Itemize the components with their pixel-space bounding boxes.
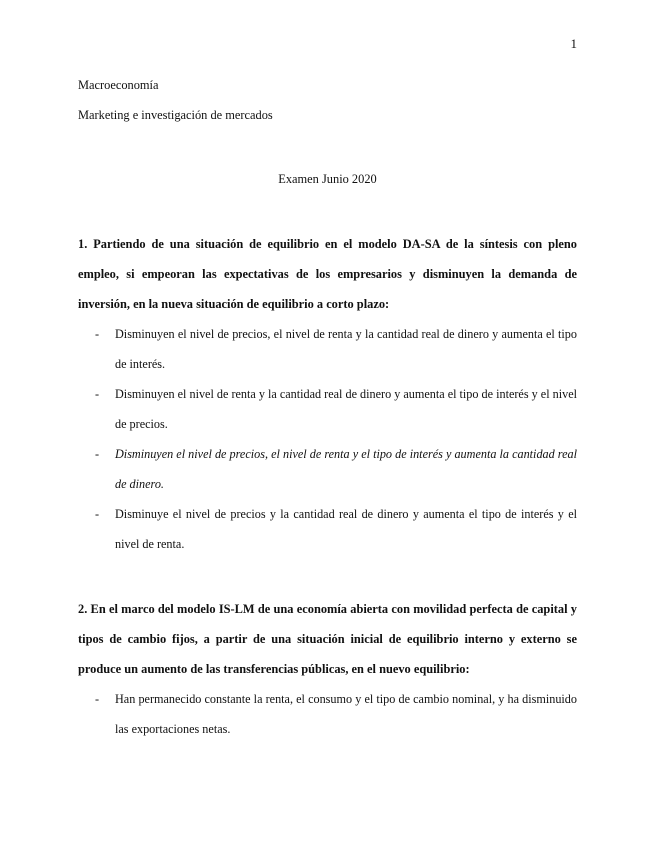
option-text: Han permanecido constante la renta, el consumo y el tipo de cambio nominal, y ha disminuido las exportaciones netas.: [115, 692, 577, 736]
option-text: Disminuyen el nivel de precios, el nivel de renta y el tipo de interés y aumenta la cantidad real de dinero.: [115, 447, 577, 491]
question-1: [78, 229, 577, 559]
question-1-option-c: [78, 439, 577, 499]
subject-name: Macroeconomía: [78, 78, 159, 92]
option-dash: -: [95, 692, 100, 706]
question-2: [78, 594, 577, 744]
exam-title: Examen Junio 2020: [278, 172, 377, 186]
option-dash: -: [95, 507, 100, 521]
option-text: Disminuyen el nivel de precios, el nivel de renta y la cantidad real de dinero y aumenta el tipo de interés.: [115, 327, 577, 371]
option-dash: -: [95, 327, 100, 341]
question-2-text: 2. En el marco del modelo IS-LM de una economía abierta con movilidad perfecta de capital y tipos de cambio fijos, a partir de una situación inicial de equilibrio interno y externo se produce un aumento de las transferencias públicas, en el nuevo equilibrio:: [78, 602, 577, 676]
option-dash: -: [95, 387, 100, 401]
question-1-text: 1. Partiendo de una situación de equilibrio en el modelo DA-SA de la síntesis con pleno empleo, si empeoran las expectativas de los empresarios y disminuyen la demanda de inversión, en la nueva situación de equilibrio a corto plazo:: [78, 237, 577, 311]
question-2-option-a: [78, 684, 577, 744]
question-1-option-a: [78, 319, 577, 379]
question-2-options: [78, 684, 577, 744]
option-text: Disminuye el nivel de precios y la cantidad real de dinero y aumenta el tipo de interés y el nivel de renta.: [115, 507, 577, 551]
question-1-option-d: [78, 499, 577, 559]
degree-name: Marketing e investigación de mercados: [78, 108, 273, 122]
page-number: 1: [570, 36, 577, 51]
question-1-options: [78, 319, 577, 559]
option-dash: -: [95, 447, 100, 461]
option-text: Disminuyen el nivel de renta y la cantidad real de dinero y aumenta el tipo de interés y el nivel de precios.: [115, 387, 577, 431]
question-1-option-b: [78, 379, 577, 439]
